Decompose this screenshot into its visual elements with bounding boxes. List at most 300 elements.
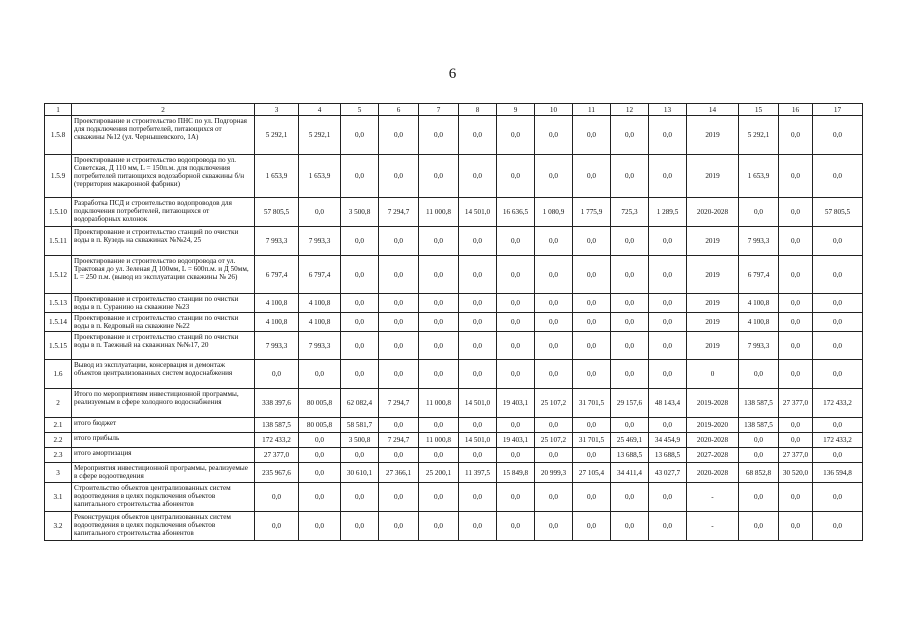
cell-value: 138 587,5 [255,418,299,433]
row-name: Мероприятия инвестиционной программы, реализуемые в сфере водоотведения [72,463,255,483]
cell-value: 0,0 [419,294,459,313]
cell-value: 19 403,1 [497,433,535,448]
cell-value: 0,0 [813,116,863,155]
cell-value: 80 005,8 [299,389,341,418]
cell-value: 15 849,8 [497,463,535,483]
cell-value: 0,0 [739,448,779,463]
cell-value: 0,0 [419,360,459,389]
cell-value: 0,0 [379,313,419,332]
cell-value: 7 993,3 [299,227,341,256]
cell-value: 0,0 [497,294,535,313]
cell-value: 0,0 [379,418,419,433]
cell-value: 2020-2028 [687,463,739,483]
cell-value: 80 005,8 [299,418,341,433]
cell-value: 0,0 [779,360,813,389]
cell-value: 7 993,3 [299,332,341,360]
cell-value: 0,0 [459,418,497,433]
cell-value: 0,0 [341,313,379,332]
cell-value: 0,0 [573,483,611,512]
cell-value: 0,0 [459,294,497,313]
column-number: 8 [459,104,497,116]
cell-value: 13 688,5 [611,448,649,463]
cell-value: 3 500,8 [341,198,379,227]
cell-value: 0,0 [779,483,813,512]
cell-value: 1 775,9 [573,198,611,227]
cell-value: 0,0 [379,332,419,360]
cell-value: 0,0 [299,512,341,541]
cell-value: 2019 [687,313,739,332]
row-name: Проектирование и строительство водопровода от ул. Трактовая до ул. Зеленая Д 100мм, L = 600п.м. и Д 50мм, L = 250 п.м. (вывод из эксплуатации скважины № 26) [72,256,255,294]
cell-value: 58 581,7 [341,418,379,433]
cell-value: 0,0 [459,332,497,360]
cell-value: 0,0 [497,256,535,294]
cell-value: 2019 [687,294,739,313]
cell-value: 136 594,8 [813,463,863,483]
cell-value: 138 587,5 [739,389,779,418]
cell-value: 0,0 [497,332,535,360]
table-row [45,256,863,294]
cell-value: 0,0 [419,313,459,332]
cell-value: 0,0 [611,256,649,294]
column-number: 11 [573,104,611,116]
row-number: 1.5.10 [45,198,72,227]
cell-value: 0,0 [779,512,813,541]
cell-value: 0,0 [573,448,611,463]
table-row [45,360,863,389]
page-number: 6 [448,66,457,82]
cell-value: 0,0 [739,512,779,541]
column-number: 1 [45,104,72,116]
cell-value: 2019 [687,227,739,256]
cell-value: 0,0 [813,332,863,360]
cell-value: 25 107,2 [535,389,573,418]
cell-value: 0,0 [379,483,419,512]
cell-value: 0,0 [299,483,341,512]
table-row [45,332,863,360]
cell-value: 13 688,5 [649,448,687,463]
table-row [45,512,863,541]
cell-value: 31 701,5 [573,433,611,448]
cell-value: 0,0 [535,256,573,294]
column-number: 13 [649,104,687,116]
cell-value: 34 411,4 [611,463,649,483]
cell-value: 0,0 [535,155,573,198]
cell-value: 0,0 [459,155,497,198]
cell-value: 0,0 [419,155,459,198]
cell-value: 0,0 [611,294,649,313]
cell-value: 0,0 [379,360,419,389]
row-name: Проектирование и строительство ПНС по ул. Подгорная для подключения потребителей, питающихся от скважины №12 (ул. Чернышевского, 1А) [72,116,255,155]
table-row [45,227,863,256]
cell-value: 0,0 [779,155,813,198]
cell-value: 0,0 [779,256,813,294]
cell-value: 0,0 [779,227,813,256]
cell-value: 4 100,8 [299,294,341,313]
cell-value: 7 993,3 [255,227,299,256]
row-number: 2.2 [45,433,72,448]
cell-value: 0,0 [299,433,341,448]
cell-value: 0,0 [299,360,341,389]
cell-value: 0,0 [299,198,341,227]
cell-value: 0,0 [299,448,341,463]
cell-value: 0,0 [497,448,535,463]
cell-value: 0,0 [813,360,863,389]
cell-value: 0,0 [419,227,459,256]
cell-value: 0,0 [611,332,649,360]
cell-value: 0,0 [535,512,573,541]
cell-value: 4 100,8 [299,313,341,332]
cell-value: 0,0 [813,313,863,332]
row-number: 2.1 [45,418,72,433]
cell-value: 48 143,4 [649,389,687,418]
column-number: 3 [255,104,299,116]
cell-value: 0,0 [497,360,535,389]
cell-value: 0,0 [813,512,863,541]
cell-value: 0,0 [497,483,535,512]
cell-value: 27 377,0 [255,448,299,463]
row-number: 2 [45,389,72,418]
table-row [45,418,863,433]
row-name: Проектирование и строительство станций по очистки воды в п. Кузедь на скважинах №№24, 25 [72,227,255,256]
cell-value: 0,0 [379,155,419,198]
row-number: 3 [45,463,72,483]
cell-value: 0,0 [813,448,863,463]
cell-value: 0,0 [341,512,379,541]
cell-value: 0,0 [649,512,687,541]
row-name: итого амортизация [72,448,255,463]
row-name: Проектирование и строительство станции по очистки воды в п. Кедровый на скважине №22 [72,313,255,332]
cell-value: 0,0 [649,360,687,389]
cell-value: 0 [687,360,739,389]
cell-value: 0,0 [573,313,611,332]
cell-value: 11 397,5 [459,463,497,483]
cell-value: 1 653,9 [299,155,341,198]
cell-value: 2019-2020 [687,418,739,433]
column-number: 9 [497,104,535,116]
cell-value: 0,0 [419,332,459,360]
cell-value: 0,0 [611,116,649,155]
cell-value: 0,0 [341,294,379,313]
cell-value: 14 501,0 [459,433,497,448]
cell-value: 20 999,3 [535,463,573,483]
row-name: Строительство объектов централизованных систем водоотведения в целях подключения объектов капитального строительства абонентов [72,483,255,512]
cell-value: 0,0 [379,256,419,294]
cell-value: 27 105,4 [573,463,611,483]
column-number: 5 [341,104,379,116]
cell-value: 14 501,0 [459,389,497,418]
row-number: 1.6 [45,360,72,389]
investment-table [44,103,863,541]
cell-value: 11 000,8 [419,433,459,448]
cell-value: 0,0 [739,433,779,448]
cell-value: 0,0 [497,116,535,155]
row-name: Проектирование и строительство станции по очистки воды в п. Суранино на скважине №23 [72,294,255,313]
cell-value: 0,0 [739,360,779,389]
cell-value: 0,0 [379,116,419,155]
table-row [45,155,863,198]
cell-value: 0,0 [611,360,649,389]
cell-value: 7 294,7 [379,198,419,227]
cell-value: 7 993,3 [255,332,299,360]
cell-value: 1 080,9 [535,198,573,227]
cell-value: 6 797,4 [739,256,779,294]
cell-value: 0,0 [459,256,497,294]
cell-value: 0,0 [255,360,299,389]
cell-value: 6 797,4 [299,256,341,294]
cell-value: 0,0 [535,332,573,360]
cell-value: 0,0 [419,448,459,463]
row-name: Итого по мероприятиям инвестиционной программы, реализуемым в сфере холодного водоснабжения [72,389,255,418]
cell-value: 0,0 [573,116,611,155]
cell-value: 27 377,0 [779,389,813,418]
cell-value: 0,0 [573,227,611,256]
cell-value: 30 610,1 [341,463,379,483]
cell-value: 14 501,0 [459,198,497,227]
cell-value: 0,0 [779,116,813,155]
cell-value: 172 433,2 [813,433,863,448]
cell-value: 4 100,8 [739,294,779,313]
cell-value: 25 469,1 [611,433,649,448]
table-row [45,198,863,227]
row-name: итого прибыль [72,433,255,448]
cell-value: 0,0 [813,155,863,198]
cell-value: 0,0 [255,512,299,541]
cell-value: 0,0 [459,360,497,389]
cell-value: 0,0 [649,256,687,294]
cell-value: 0,0 [573,332,611,360]
row-name: Проектирование и строительство станций по очистки воды в п. Таежный на скважинах №№17, 20 [72,332,255,360]
cell-value: 0,0 [813,294,863,313]
column-number: 2 [72,104,255,116]
row-name: итого бюджет [72,418,255,433]
cell-value: 1 289,5 [649,198,687,227]
cell-value: 0,0 [255,483,299,512]
cell-value: 11 000,8 [419,389,459,418]
cell-value: 43 027,7 [649,463,687,483]
cell-value: 0,0 [497,512,535,541]
cell-value: 0,0 [341,155,379,198]
cell-value: 29 157,6 [611,389,649,418]
row-number: 1.5.15 [45,332,72,360]
cell-value: 138 587,5 [739,418,779,433]
cell-value: 0,0 [739,483,779,512]
row-number: 3.1 [45,483,72,512]
row-number: 1.5.12 [45,256,72,294]
cell-value: 5 292,1 [739,116,779,155]
cell-value: 0,0 [299,463,341,483]
cell-value: 5 292,1 [255,116,299,155]
column-number: 12 [611,104,649,116]
cell-value: 0,0 [649,116,687,155]
cell-value: 0,0 [419,418,459,433]
row-number: 3.2 [45,512,72,541]
cell-value: 25 107,2 [535,433,573,448]
table-row [45,294,863,313]
column-number: 15 [739,104,779,116]
cell-value: 6 797,4 [255,256,299,294]
cell-value: 0,0 [813,483,863,512]
cell-value: 0,0 [535,360,573,389]
cell-value: 0,0 [419,512,459,541]
cell-value: 0,0 [535,227,573,256]
table-row [45,313,863,332]
table-row [45,389,863,418]
row-number: 1.5.14 [45,313,72,332]
cell-value: 235 967,6 [255,463,299,483]
cell-value: - [687,512,739,541]
cell-value: 0,0 [779,433,813,448]
cell-value: 0,0 [379,294,419,313]
table-body [45,104,863,541]
cell-value: 2019 [687,332,739,360]
cell-value: 0,0 [649,227,687,256]
cell-value: 0,0 [497,227,535,256]
cell-value: 0,0 [611,155,649,198]
cell-value: 2019 [687,116,739,155]
cell-value: 0,0 [379,448,419,463]
cell-value: 0,0 [419,483,459,512]
cell-value: 7 993,3 [739,227,779,256]
cell-value: - [687,483,739,512]
cell-value: 0,0 [611,512,649,541]
cell-value: 68 852,8 [739,463,779,483]
cell-value: 0,0 [341,360,379,389]
row-number: 1.5.11 [45,227,72,256]
column-number: 14 [687,104,739,116]
cell-value: 19 403,1 [497,389,535,418]
cell-value: 0,0 [341,116,379,155]
cell-value: 0,0 [779,294,813,313]
cell-value: 31 701,5 [573,389,611,418]
cell-value: 0,0 [497,418,535,433]
column-number: 6 [379,104,419,116]
cell-value: 0,0 [379,512,419,541]
cell-value: 0,0 [649,155,687,198]
cell-value: 11 000,8 [419,198,459,227]
cell-value: 0,0 [739,198,779,227]
row-name: Реконструкция объектов централизованных систем водоотведения в целях подключения объектов капитального строительства абонентов [72,512,255,541]
cell-value: 0,0 [535,294,573,313]
cell-value: 0,0 [573,418,611,433]
cell-value: 0,0 [649,294,687,313]
column-number: 4 [299,104,341,116]
cell-value: 0,0 [535,483,573,512]
cell-value: 0,0 [649,332,687,360]
cell-value: 0,0 [535,116,573,155]
row-number: 1.5.9 [45,155,72,198]
column-number: 10 [535,104,573,116]
cell-value: 62 082,4 [341,389,379,418]
cell-value: 0,0 [779,198,813,227]
table-row [45,116,863,155]
cell-value: 7 294,7 [379,433,419,448]
cell-value: 0,0 [497,313,535,332]
cell-value: 172 433,2 [255,433,299,448]
cell-value: 0,0 [649,313,687,332]
cell-value: 4 100,8 [739,313,779,332]
cell-value: 0,0 [459,512,497,541]
cell-value: 2020-2028 [687,198,739,227]
cell-value: 0,0 [573,360,611,389]
column-number: 17 [813,104,863,116]
cell-value: 1 653,9 [739,155,779,198]
cell-value: 0,0 [611,418,649,433]
table-row [45,448,863,463]
row-name: Разработка ПСД и строительство водопроводов для подключения потребителей, питающихся от водоразборных колонок [72,198,255,227]
cell-value: 0,0 [649,418,687,433]
cell-value: 0,0 [813,227,863,256]
cell-value: 2020-2028 [687,433,739,448]
cell-value: 0,0 [573,294,611,313]
cell-value: 0,0 [341,332,379,360]
cell-value: 2019-2028 [687,389,739,418]
cell-value: 57 805,5 [813,198,863,227]
cell-value: 0,0 [779,418,813,433]
table-row [45,483,863,512]
cell-value: 0,0 [813,418,863,433]
row-number: 2.3 [45,448,72,463]
cell-value: 0,0 [779,332,813,360]
cell-value: 0,0 [813,256,863,294]
cell-value: 0,0 [535,448,573,463]
row-number: 1.5.13 [45,294,72,313]
cell-value: 0,0 [459,483,497,512]
cell-value: 2027-2028 [687,448,739,463]
cell-value: 0,0 [459,313,497,332]
cell-value: 1 653,9 [255,155,299,198]
cell-value: 4 100,8 [255,313,299,332]
cell-value: 5 292,1 [299,116,341,155]
cell-value: 0,0 [535,418,573,433]
cell-value: 34 454,9 [649,433,687,448]
cell-value: 7 294,7 [379,389,419,418]
cell-value: 338 397,6 [255,389,299,418]
column-numbers-row [45,104,863,116]
cell-value: 7 993,3 [739,332,779,360]
cell-value: 30 520,0 [779,463,813,483]
cell-value: 3 500,8 [341,433,379,448]
cell-value: 0,0 [573,512,611,541]
row-number: 1.5.8 [45,116,72,155]
cell-value: 16 636,5 [497,198,535,227]
cell-value: 25 200,1 [419,463,459,483]
cell-value: 27 366,1 [379,463,419,483]
column-number: 7 [419,104,459,116]
cell-value: 725,3 [611,198,649,227]
cell-value: 0,0 [341,256,379,294]
cell-value: 2019 [687,155,739,198]
cell-value: 0,0 [573,155,611,198]
table-row [45,433,863,448]
cell-value: 0,0 [779,313,813,332]
cell-value: 0,0 [535,313,573,332]
cell-value: 0,0 [459,448,497,463]
cell-value: 0,0 [459,227,497,256]
cell-value: 0,0 [341,483,379,512]
cell-value: 0,0 [497,155,535,198]
cell-value: 0,0 [649,483,687,512]
cell-value: 2019 [687,256,739,294]
cell-value: 0,0 [341,448,379,463]
row-name: Вывод из эксплуатации, консервация и демонтаж объектов централизованных систем водоснабжения [72,360,255,389]
cell-value: 0,0 [573,256,611,294]
cell-value: 0,0 [419,256,459,294]
cell-value: 172 433,2 [813,389,863,418]
cell-value: 0,0 [419,116,459,155]
cell-value: 4 100,8 [255,294,299,313]
cell-value: 0,0 [341,227,379,256]
cell-value: 57 805,5 [255,198,299,227]
